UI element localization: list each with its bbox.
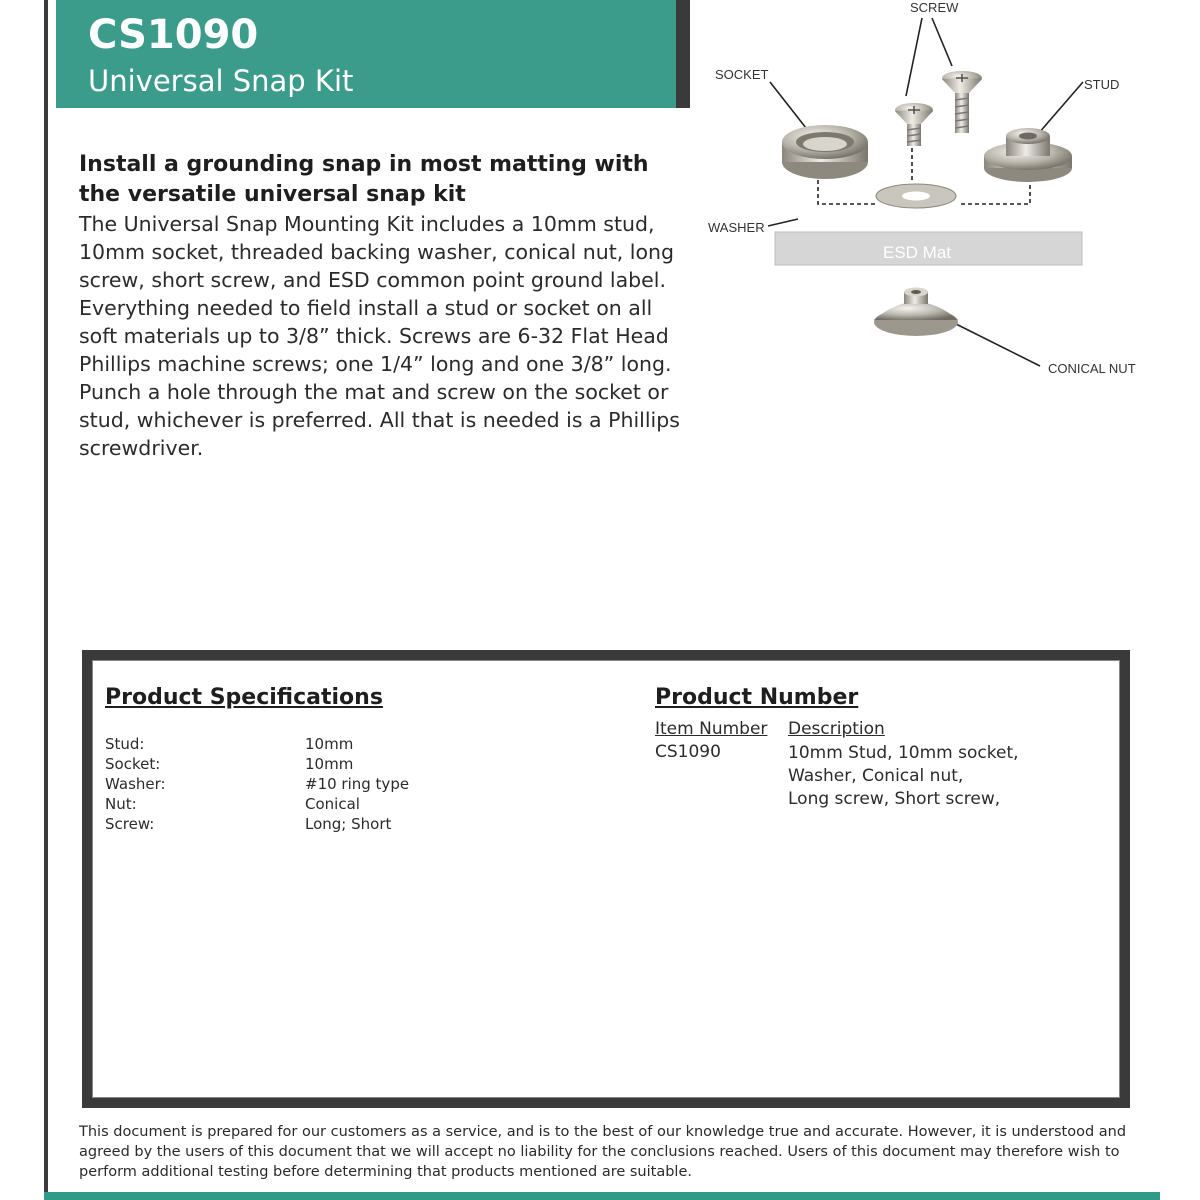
intro-title: Install a grounding snap in most matting with the versatile universal snap kit [79, 152, 649, 207]
spec-label: Nut: [105, 795, 137, 813]
esd-mat-label: ESD Mat [883, 243, 952, 262]
description-line: Washer, Conical nut, [788, 766, 964, 786]
spec-label: Screw: [105, 815, 155, 833]
spec-label: Socket: [105, 755, 161, 773]
washer-leader [768, 219, 798, 226]
spec-value: 10mm [305, 735, 354, 753]
spec-row [105, 815, 505, 835]
stud-dash-line [958, 178, 1030, 204]
screw-leader-right [932, 18, 952, 66]
screw-label: SCREW [910, 0, 959, 15]
spec-row [105, 735, 505, 755]
spec-value: Long; Short [305, 815, 392, 833]
spec-value: 10mm [305, 755, 354, 773]
screw-leader-left [906, 18, 922, 96]
product-number-heading: Product Number [655, 685, 859, 710]
conical-nut-label: CONICAL NUT [1048, 361, 1136, 376]
socket-label: SOCKET [715, 67, 769, 82]
socket-part [782, 125, 868, 179]
spec-row [105, 795, 505, 815]
conical-nut-leader [954, 323, 1040, 366]
spec-label: Stud: [105, 735, 145, 753]
spec-list [105, 735, 505, 835]
spec-label: Washer: [105, 775, 166, 793]
washer-part [876, 184, 956, 208]
description-line: Long screw, Short screw, [788, 789, 1001, 809]
footer-band [44, 1192, 1160, 1200]
header-banner [56, 0, 690, 108]
item-number-value: CS1090 [655, 742, 721, 762]
spec-row [105, 775, 505, 795]
description-value [788, 742, 1019, 811]
specifications-panel [92, 660, 1120, 1098]
socket-leader [770, 82, 806, 128]
spec-row [105, 755, 505, 775]
disclaimer-text: This document is prepared for our customers as a service, and is to the best of our knowledge true and accurate. However, it is understood and agreed by the users of this document that we will accept no liability for the conclusions reached. Users of this document may therefore wish to perform additional testing before determining that products mentioned are suitable. [79, 1124, 1127, 1180]
spec-value: Conical [305, 795, 360, 813]
description-column-header: Description [788, 719, 885, 739]
left-page-rule [44, 0, 48, 1200]
product-specifications-heading: Product Specifications [105, 685, 383, 710]
short-screw-part [895, 103, 933, 146]
intro-section [79, 150, 689, 462]
conical-nut-part [874, 288, 958, 337]
product-name: Universal Snap Kit [88, 64, 354, 98]
diagram-illustration [700, 0, 1170, 400]
washer-label: WASHER [708, 220, 765, 235]
item-number-column-header: Item Number [655, 719, 768, 739]
product-code: CS1090 [88, 12, 259, 58]
spec-value: #10 ring type [305, 775, 410, 793]
specifications-frame [82, 650, 1130, 1108]
stud-label: STUD [1084, 77, 1120, 92]
snap-kit-diagram [700, 0, 1170, 400]
description-line: 10mm Stud, 10mm socket, [788, 743, 1019, 763]
intro-body: The Universal Snap Mounting Kit includes a 10mm stud, 10mm socket, threaded backing washer, conical nut, long screw, short screw, and ESD common point ground label. Everything needed to field install a stud or socket on all soft materials up to 3/8” thick. Screws are 6-32 Flat Head Phillips machine screws; one 1/4” long and one 3/8” long. Punch a hole through the mat and screw on the socket or stud, whichever is preferred. All that is needed is a Phillips screwdriver. [79, 212, 680, 460]
stud-part [984, 128, 1072, 182]
long-screw-part [942, 71, 982, 133]
stud-leader [1038, 82, 1083, 134]
socket-dash-line [818, 180, 878, 204]
